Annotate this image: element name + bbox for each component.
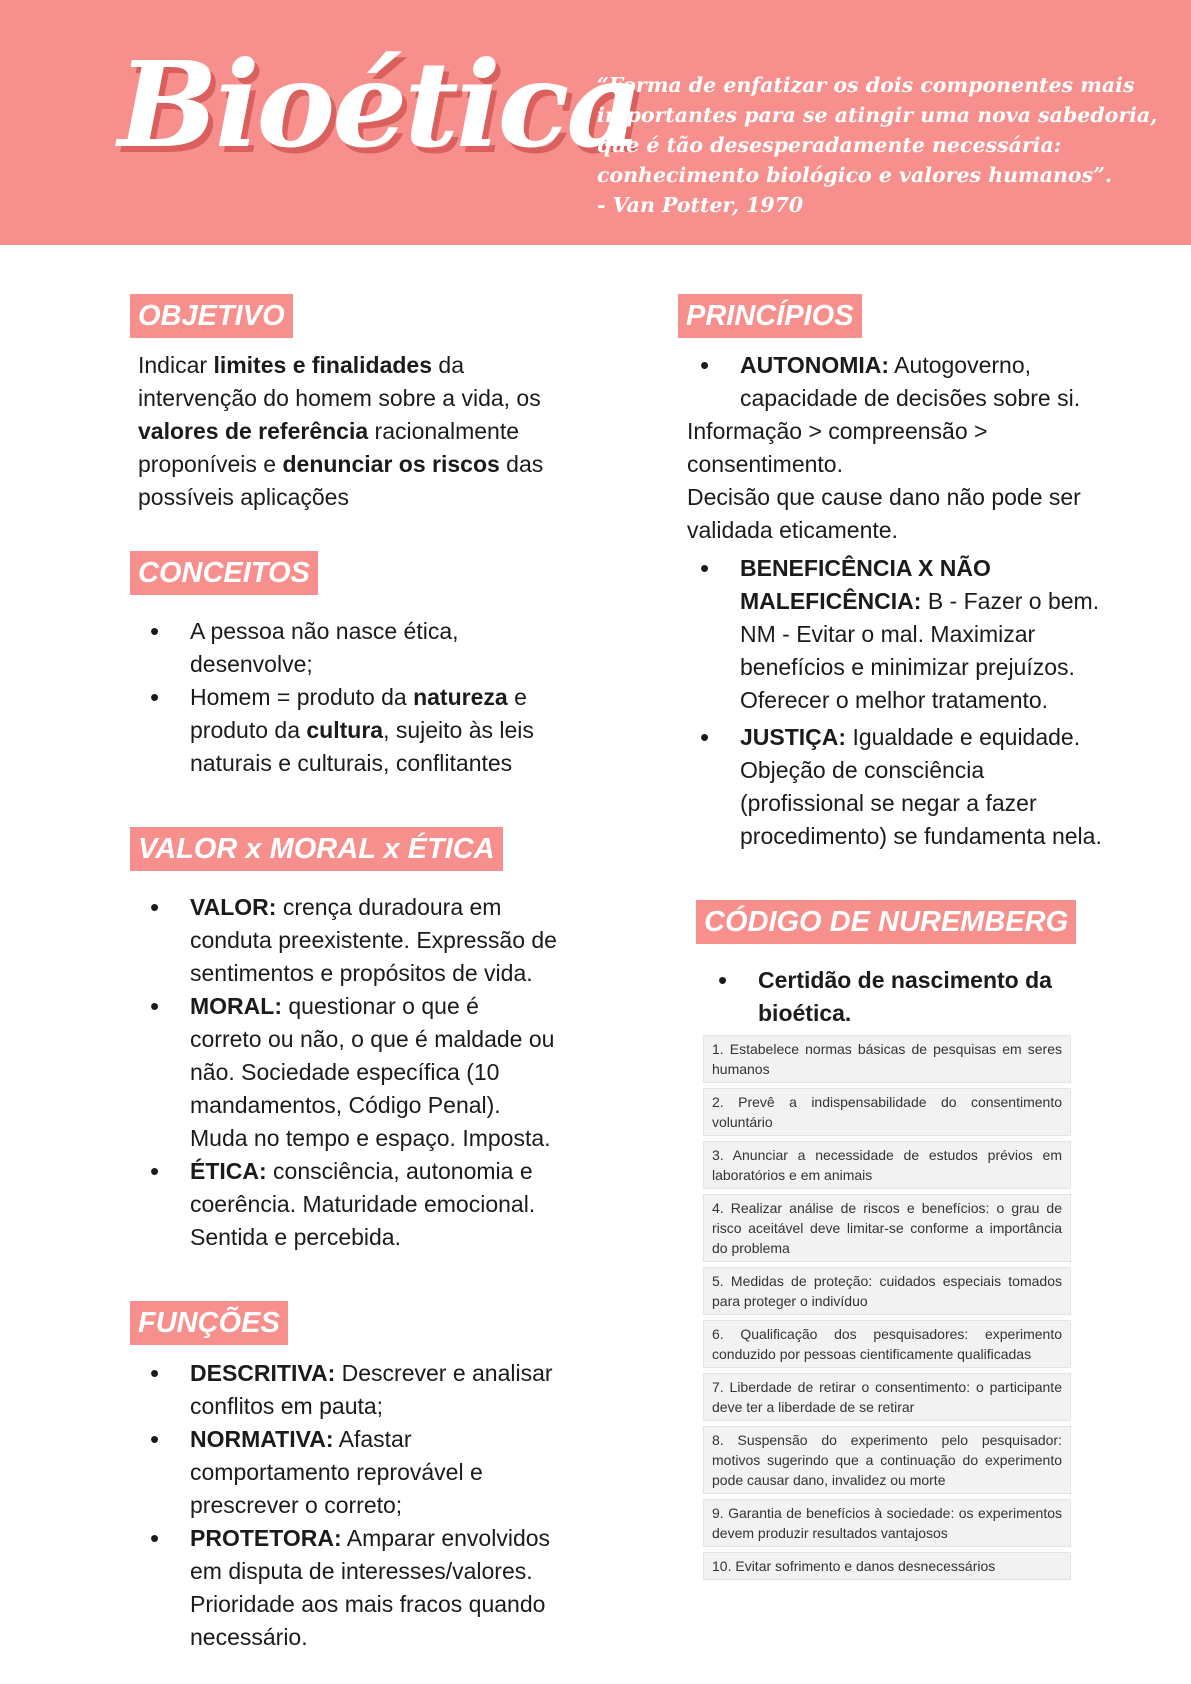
funcoes-list [150,1357,553,1654]
list-item: • AUTONOMIA: Autogoverno, capacidade de decisões sobre si. [700,349,1080,415]
header-quote [597,70,1158,220]
nuremberg-item: 8. Suspensão do experimento pelo pesquisador: motivos sugerindo que a continuação do experimento pode causar dano, invalidez ou morte [703,1426,1071,1494]
list-item: • PROTETORA: Amparar envolvidos em disputa de interesses/valores. Prioridade aos mais fracos quando necessário. [150,1522,553,1654]
nuremberg-item: 6. Qualificação dos pesquisadores: experimento conduzido por pessoas cientificamente qualificadas [703,1320,1071,1368]
list-item: • DESCRITIVA: Descrever e analisar conflitos em pauta; [150,1357,553,1423]
nuremberg-heading: CÓDIGO DE NUREMBERG [696,900,1076,944]
nuremberg-item: 10. Evitar sofrimento e danos desnecessários [703,1552,1071,1580]
nuremberg-item: 4. Realizar análise de riscos e benefícios: o grau de risco aceitável deve limitar-se conforme a importância do problema [703,1194,1071,1262]
quote-line: “Forma de enfatizar os dois componentes mais [597,73,1135,97]
list-item: • Homem = produto da natureza e produto da cultura, sujeito às leis naturais e culturais, conflitantes [150,681,534,780]
principios-autonomia-notes: Informação > compreensão > consentimento. Decisão que cause dano não pode ser validada eticamente. [687,418,1081,543]
principios-list [700,552,1102,853]
nuremberg-item: 2. Prevê a indispensabilidade do consentimento voluntário [703,1088,1071,1136]
list-item: • BENEFICÊNCIA X NÃO MALEFICÊNCIA: B - Fazer o bem. NM - Evitar o mal. Maximizar benefícios e minimizar prejuízos. Oferecer o melhor tratamento. [700,552,1102,717]
list-item: • NORMATIVA: Afastar comportamento reprovável e prescrever o correto; [150,1423,553,1522]
conceitos-heading: CONCEITOS [130,551,318,595]
list-item: • ÉTICA: consciência, autonomia e coerência. Maturidade emocional. Sentida e percebida. [150,1155,557,1254]
list-item: • MORAL: questionar o que é correto ou não, o que é maldade ou não. Sociedade específica (10 mandamentos, Código Penal). Muda no tempo e espaço. Imposta. [150,990,557,1155]
valor-heading: VALOR x MORAL x ÉTICA [130,827,503,871]
quote-line: que é tão desesperadamente necessária: [597,133,1062,157]
nuremberg-item: 5. Medidas de proteção: cuidados especiais tomados para proteger o indivíduo [703,1267,1071,1315]
list-item: • JUSTIÇA: Igualdade e equidade. Objeção de consciência (profissional se negar a fazer procedimento) se fundamenta nela. [700,721,1102,853]
nuremberg-item: 1. Estabelece normas básicas de pesquisas em seres humanos [703,1035,1071,1083]
conceitos-list [150,615,534,780]
valor-list [150,891,557,1254]
quote-line: conhecimento biológico e valores humanos”. [597,163,1113,187]
nuremberg-bullet [718,964,1052,1030]
funcoes-heading: FUNÇÕES [130,1301,288,1345]
principios-autonomia [700,349,1080,415]
objetivo-text: Indicar limites e finalidades da intervenção do homem sobre a vida, os valores de referência racionalmente proponíveis e denunciar os riscos das possíveis aplicações [138,352,544,510]
nuremberg-item: 9. Garantia de benefícios à sociedade: os experimentos devem produzir resultados vantajosos [703,1499,1071,1547]
list-item: • A pessoa não nasce ética, desenvolve; [150,615,534,681]
page-title: Bioética [118,35,640,174]
nuremberg-item: 7. Liberdade de retirar o consentimento: o participante deve ter a liberdade de se retirar [703,1373,1071,1421]
principios-heading: PRINCÍPIOS [678,294,862,338]
list-item: • Certidão de nascimento da bioética. [718,964,1052,1030]
nuremberg-table [703,1035,1071,1585]
nuremberg-item: 3. Anunciar a necessidade de estudos prévios em laboratórios e em animais [703,1141,1071,1189]
objetivo-heading: OBJETIVO [130,294,293,338]
list-item: • VALOR: crença duradoura em conduta preexistente. Expressão de sentimentos e propósitos de vida. [150,891,557,990]
quote-author: - Van Potter, 1970 [597,193,804,217]
quote-line: importantes para se atingir uma nova sabedoria, [597,103,1158,127]
